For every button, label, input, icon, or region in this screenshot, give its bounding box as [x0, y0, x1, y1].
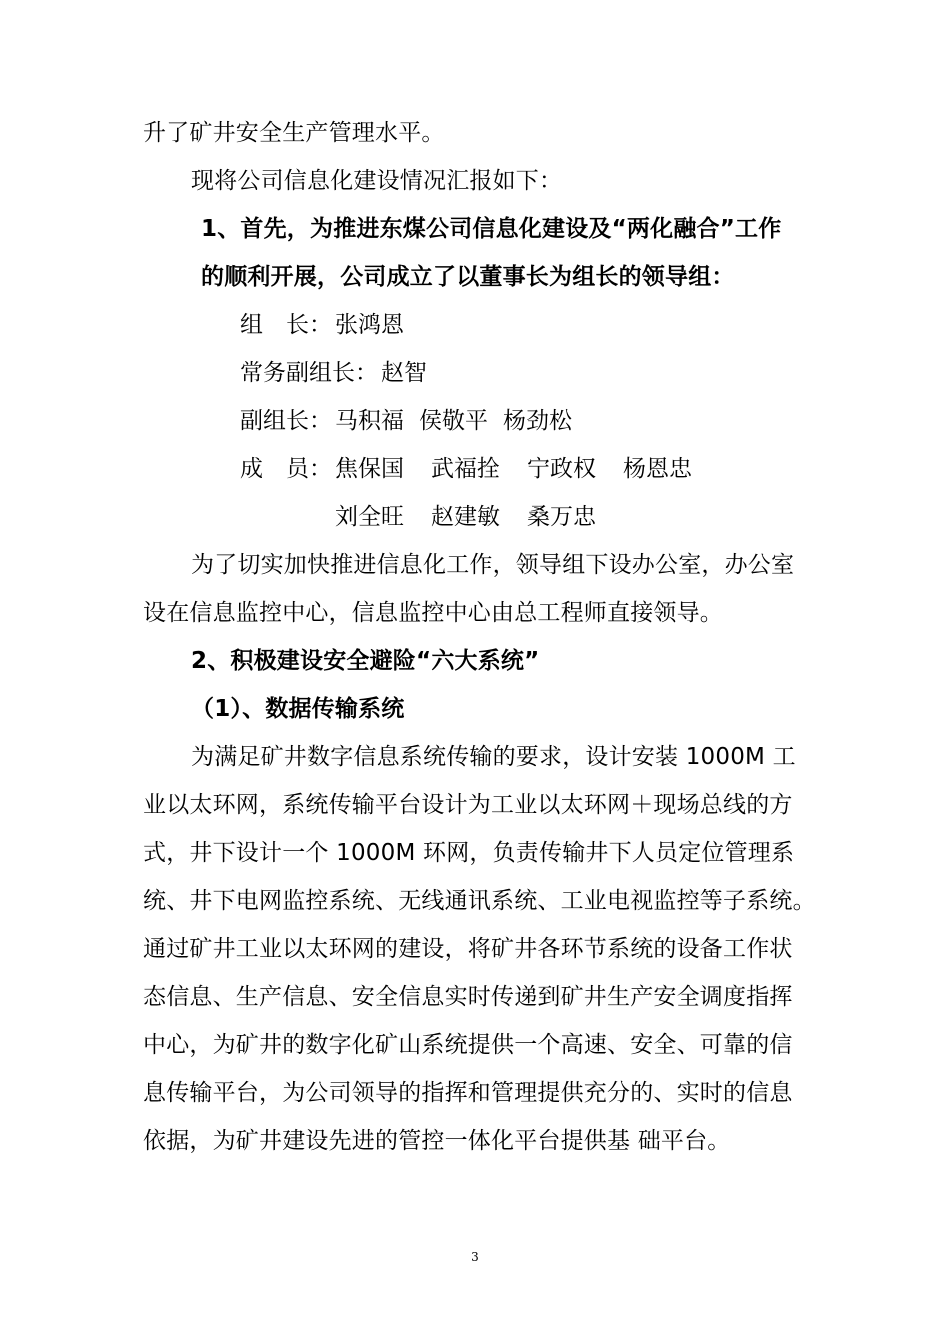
page-number: 3	[471, 1250, 479, 1264]
paragraph-line: 息传输平台，为公司领导的指挥和管理提供充分的、实时的信息	[143, 1080, 793, 1106]
paragraph-line: 业以太环网，系统传输平台设计为工业以太环网＋现场总线的方	[143, 792, 793, 818]
paragraph-line: 升了矿井安全生产管理水平。	[143, 120, 445, 146]
deputy-name: 侯敬平	[419, 408, 488, 434]
paragraph-line: 为满足矿井数字信息系统传输的要求，设计安装 1000M 工	[191, 744, 796, 770]
paragraph-line: 依据，为矿井建设先进的管控一体化平台提供基 础平台。	[143, 1128, 731, 1154]
paragraph-line: 设在信息监控中心，信息监控中心由总工程师直接领导。	[143, 600, 723, 626]
heading-line: 2、积极建设安全避险“六大系统”	[191, 648, 540, 674]
paragraph-line: 式，井下设计一个 1000M 环网，负责传输井下人员定位管理系	[143, 840, 795, 866]
leadership-row-members	[240, 454, 740, 484]
member-name: 宁政权	[527, 456, 596, 482]
deputy-label: 副组长：	[240, 408, 332, 434]
paragraph-line: 态信息、生产信息、安全信息实时传递到矿井生产安全调度指挥	[143, 984, 793, 1010]
paragraph-line: 为了切实加快推进信息化工作，领导组下设办公室，办公室	[191, 552, 795, 578]
paragraph-line: 中心，为矿井的数字化矿山系统提供一个高速、安全、可靠的信	[143, 1032, 793, 1058]
leadership-row-members-continued	[240, 502, 740, 532]
exec-deputy-name: 赵智	[381, 360, 427, 386]
leadership-row-deputies	[240, 406, 740, 436]
member-name: 焦保国	[335, 456, 404, 482]
member-name: 刘全旺	[335, 504, 404, 530]
deputy-name: 马积福	[335, 408, 404, 434]
member-name: 桑万忠	[527, 504, 596, 530]
members-label: 成 员：	[240, 456, 332, 482]
leader-label: 组 长：	[240, 312, 332, 338]
exec-deputy-label: 常务副组长：	[240, 360, 378, 386]
deputy-name: 杨劲松	[503, 408, 572, 434]
leadership-row-exec-deputy	[240, 358, 740, 388]
member-name: 杨恩忠	[623, 456, 692, 482]
subheading-line: （1）、数据传输系统	[191, 696, 405, 722]
paragraph-line: 现将公司信息化建设情况汇报如下：	[191, 168, 563, 194]
leadership-row-leader	[240, 310, 740, 340]
heading-line: 1、首先，为推进东煤公司信息化建设及“两化融合”工作	[201, 216, 782, 242]
paragraph-line: 统、井下电网监控系统、无线通讯系统、工业电视监控等子系统。	[143, 888, 816, 914]
member-name: 武福拴	[431, 456, 500, 482]
paragraph-line: 通过矿井工业以太环网的建设，将矿井各环节系统的设备工作状	[143, 936, 793, 962]
leader-name: 张鸿恩	[335, 312, 404, 338]
member-name: 赵建敏	[431, 504, 500, 530]
heading-line: 的顺利开展，公司成立了以董事长为组长的领导组：	[201, 264, 735, 290]
